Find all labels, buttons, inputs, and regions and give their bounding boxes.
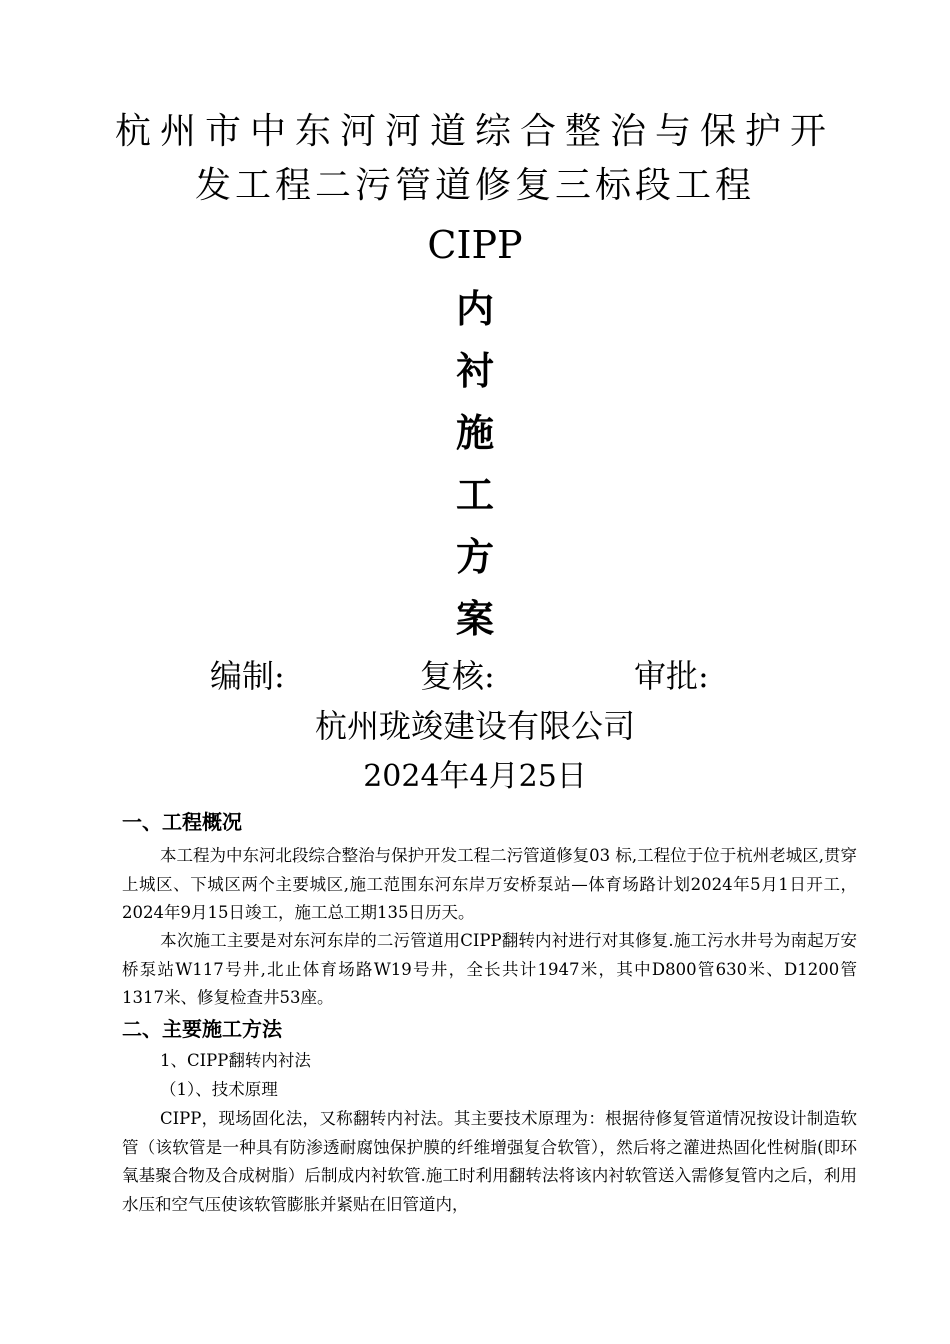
signature-approved-by: 审批:: [634, 657, 709, 695]
title-char: 施: [455, 410, 494, 455]
document-date: 2024年4月25日: [363, 759, 587, 794]
section-heading-methods: 二、主要施工方法: [122, 1017, 282, 1041]
title-line-1: 杭州市中东河河道综合整治与保护开: [114, 111, 835, 152]
company-name: 杭州珑竣建设有限公司: [314, 707, 635, 745]
paragraph-text: 本次施工主要是对东河东岸的二污管道用CIPP翻转内衬进行对其修复.施工污水井号为南起万安桥泵站W117号井,北止体育场路W19号井，全长共计1947米，其中D800管630米、D1200管1317米、修复检查井53座。: [122, 931, 857, 1007]
title-char: 内: [455, 286, 494, 331]
principle-paragraph: [122, 1105, 857, 1219]
title-line-2: 发工程二污管道修复三标段工程: [194, 165, 755, 206]
signature-reviewed-by: 复核:: [420, 657, 495, 695]
subheading-cipp-method: 1、CIPP翻转内衬法: [160, 1051, 311, 1070]
title-cipp: CIPP: [427, 223, 523, 267]
subheading-technical-principle: （1）、技术原理: [160, 1080, 278, 1099]
title-char: 工: [455, 472, 494, 517]
overview-paragraph-1: [122, 842, 857, 928]
title-char: 方: [455, 534, 494, 579]
paragraph-text: 本工程为中东河北段综合整治与保护开发工程二污管道修复03 标,工程位于位于杭州老城区,贯穿上城区、下城区两个主要城区,施工范围东河东岸万安桥泵站—体育场路计划2024年5月1日开工，2024年9月15日竣工，施工总工期135日历天。: [122, 846, 857, 922]
title-char: 衬: [455, 348, 494, 393]
section-heading-overview: 一、工程概况: [122, 810, 242, 834]
paragraph-text: CIPP，现场固化法，又称翻转内衬法。其主要技术原理为：根据待修复管道情况按设计制造软管（该软管是一种具有防渗透耐腐蚀保护膜的纤维增强复合软管），然后将之灌进热固化性树脂(即环氧基聚合物及合成树脂）后制成内衬软管.施工时利用翻转法将该内衬软管送入需修复管内之后，利用水压和空气压使该软管膨胀并紧贴在旧管道内，: [122, 1109, 857, 1214]
title-char: 案: [455, 596, 494, 641]
signature-compiled-by: 编制:: [210, 657, 285, 695]
overview-paragraph-2: [122, 927, 857, 1013]
